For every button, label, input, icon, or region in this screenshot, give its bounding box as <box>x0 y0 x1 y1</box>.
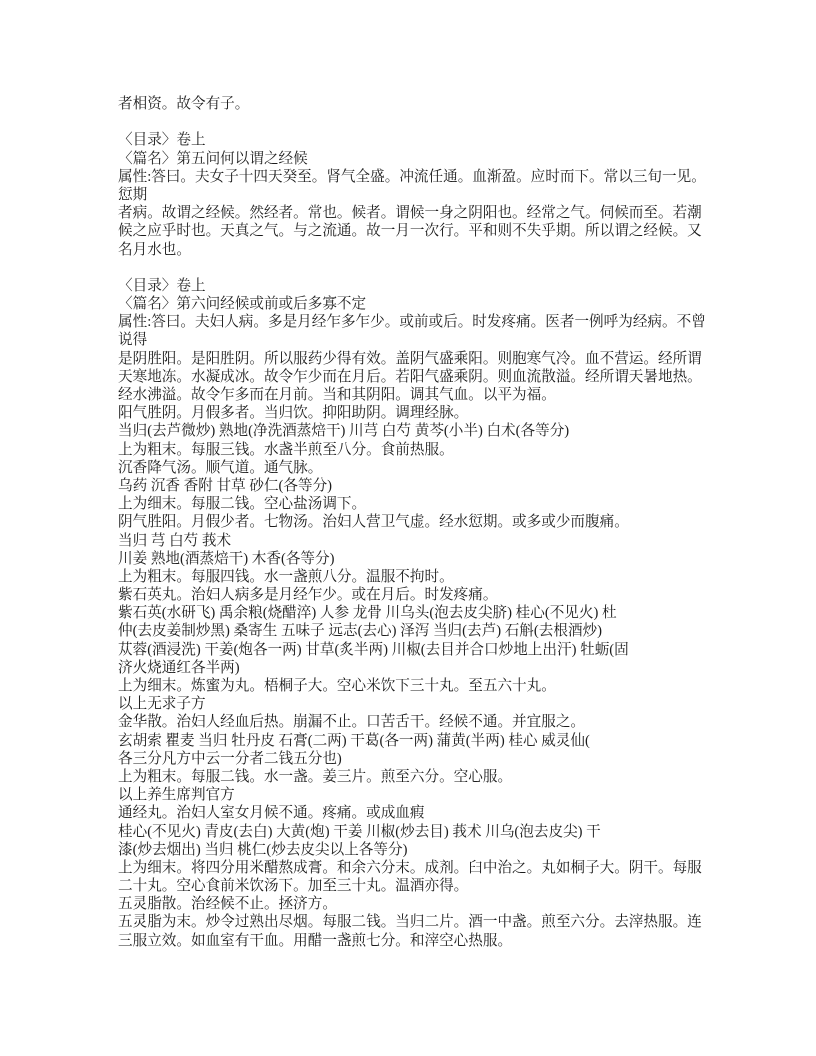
text-line: 当归(去芦微炒) 熟地(净洗酒蒸焙干) 川芎 白芍 黄芩(小半) 白术(各等分) <box>118 423 570 440</box>
text-line: 上为粗末。每服三钱。水盏半煎至八分。食前热服。 <box>118 441 454 458</box>
text-line: 阴气胜阳。月假少者。七物汤。治妇人营卫气虚。经水愆期。或多或少而腹痛。 <box>118 514 629 531</box>
text-line: 各三分凡方中云一分者二钱五分也) <box>118 750 342 767</box>
text-line: 〈目录〉卷上 <box>118 277 206 294</box>
text-line: 川姜 熟地(酒蒸焙干) 木香(各等分) <box>118 550 335 567</box>
text-line: 五灵脂散。治经候不止。拯济方。 <box>118 896 337 913</box>
text-line: 名月水也。 <box>118 241 191 258</box>
text-line: 沉香降气汤。顺气道。通气脉。 <box>118 459 323 476</box>
text-line: 以上养生席判官方 <box>118 787 235 804</box>
text-line: 说得 <box>118 332 148 349</box>
text-line: 〈篇名〉第六问经候或前或后多寡不定 <box>118 296 367 313</box>
text-line: 五灵脂为末。炒令过熟出尽烟。每服二钱。当归二片。酒一中盏。煎至六分。去滓热服。连 <box>118 914 702 931</box>
text-line: 属性:答曰。夫女子十四天癸至。肾气全盛。冲流任通。血渐盈。应时而下。常以三旬一见。 <box>118 168 706 185</box>
text-line: 二十丸。空心食前米饮汤下。加至三十丸。温酒亦得。 <box>118 878 469 895</box>
blank-line <box>118 259 766 277</box>
text-line: 乌药 沉香 香附 甘草 砂仁(各等分) <box>118 477 333 494</box>
text-line: 仲(去皮姜制炒黑) 桑寄生 五味子 远志(去心) 泽泻 当归(去芦) 石斛(去根酒炒) <box>118 623 602 640</box>
text-line: 紫石英丸。治妇人病多是月经乍少。或在月后。时发疼痛。 <box>118 587 498 604</box>
text-line: 上为细末。炼蜜为丸。梧桐子大。空心米饮下三十丸。至五六十丸。 <box>118 678 556 694</box>
text-line: 上为细末。每服二钱。空心盐汤调下。 <box>118 496 367 513</box>
text-line: 经水沸溢。故令乍多而在月前。当和其阴阳。调其气血。以平为福。 <box>118 387 556 403</box>
text-line: 是阴胜阳。是阳胜阴。所以服药少得有效。盖阴气盛乘阳。则胞寒气冷。血不营运。经所谓 <box>118 350 702 367</box>
text-line: 当归 芎 白芍 莪术 <box>118 532 232 549</box>
text-line: 上为细末。将四分用米醋熬成膏。和余六分末。成剂。臼中治之。丸如桐子大。阴干。每服 <box>118 859 702 876</box>
text-line: 上为粗末。每服四钱。水一盏煎八分。温服不拘时。 <box>118 568 454 585</box>
text-line: 属性:答曰。夫妇人病。多是月经乍多乍少。或前或后。时发疼痛。医者一例呼为经病。不曾 <box>118 314 706 331</box>
text-line: 以上无求子方 <box>118 696 206 713</box>
text-line: 者相资。故令有子。 <box>118 96 250 112</box>
text-line: 玄胡索 瞿麦 当归 牡丹皮 石膏(二两) 干葛(各一两) 蒲黄(半两) 桂心 威灵仙( <box>118 732 590 749</box>
text-line: 〈目录〉卷上 <box>118 132 206 149</box>
text-line: 苁蓉(酒浸洗) 干姜(炮各一两) 甘草(炙半两) 川椒(去目并合口炒地上出汗) 牡蛎(固 <box>118 641 629 658</box>
text-line: 者病。故谓之经候。然经者。常也。候者。谓候一身之阴阳也。经常之气。伺候而至。若潮 <box>118 205 702 222</box>
document-text <box>118 95 766 950</box>
text-line: 桂心(不见火) 青皮(去白) 大黄(炮) 干姜 川椒(炒去目) 莪术 川乌(泡去皮尖) 干 <box>118 823 601 840</box>
text-line: 〈篇名〉第五问何以谓之经候 <box>118 150 308 167</box>
text-line: 候之应乎时也。天真之气。与之流通。故一月一次行。平和则不失乎期。所以谓之经候。又 <box>118 223 702 240</box>
text-line: 三服立效。如血室有干血。用醋一盏煎七分。和滓空心热服。 <box>118 932 513 949</box>
text-line: 阳气胜阴。月假多者。当归饮。抑阳助阴。调理经脉。 <box>118 405 469 422</box>
blank-line <box>118 113 766 131</box>
text-line: 愆期 <box>118 186 148 203</box>
text-line: 上为粗末。每服二钱。水一盏。姜三片。煎至六分。空心服。 <box>118 768 513 785</box>
text-line: 漆(炒去烟出) 当归 桃仁(炒去皮尖以上各等分) <box>118 841 408 858</box>
text-line: 金华散。治妇人经血后热。崩漏不止。口苦舌干。经候不通。并宜服之。 <box>118 714 586 731</box>
text-line: 天寒地冻。水凝成冰。故令乍少而在月后。若阳气盛乘阴。则血流散溢。经所谓天暑地热。 <box>118 368 702 385</box>
text-line: 通经丸。治妇人室女月候不通。疼痛。或成血瘕 <box>118 805 425 822</box>
text-line: 济火烧通红各半两) <box>118 659 240 676</box>
text-line: 紫石英(水研飞) 禹余粮(烧醋淬) 人参 龙骨 川乌头(泡去皮尖脐) 桂心(不见火) 杜 <box>118 605 617 622</box>
